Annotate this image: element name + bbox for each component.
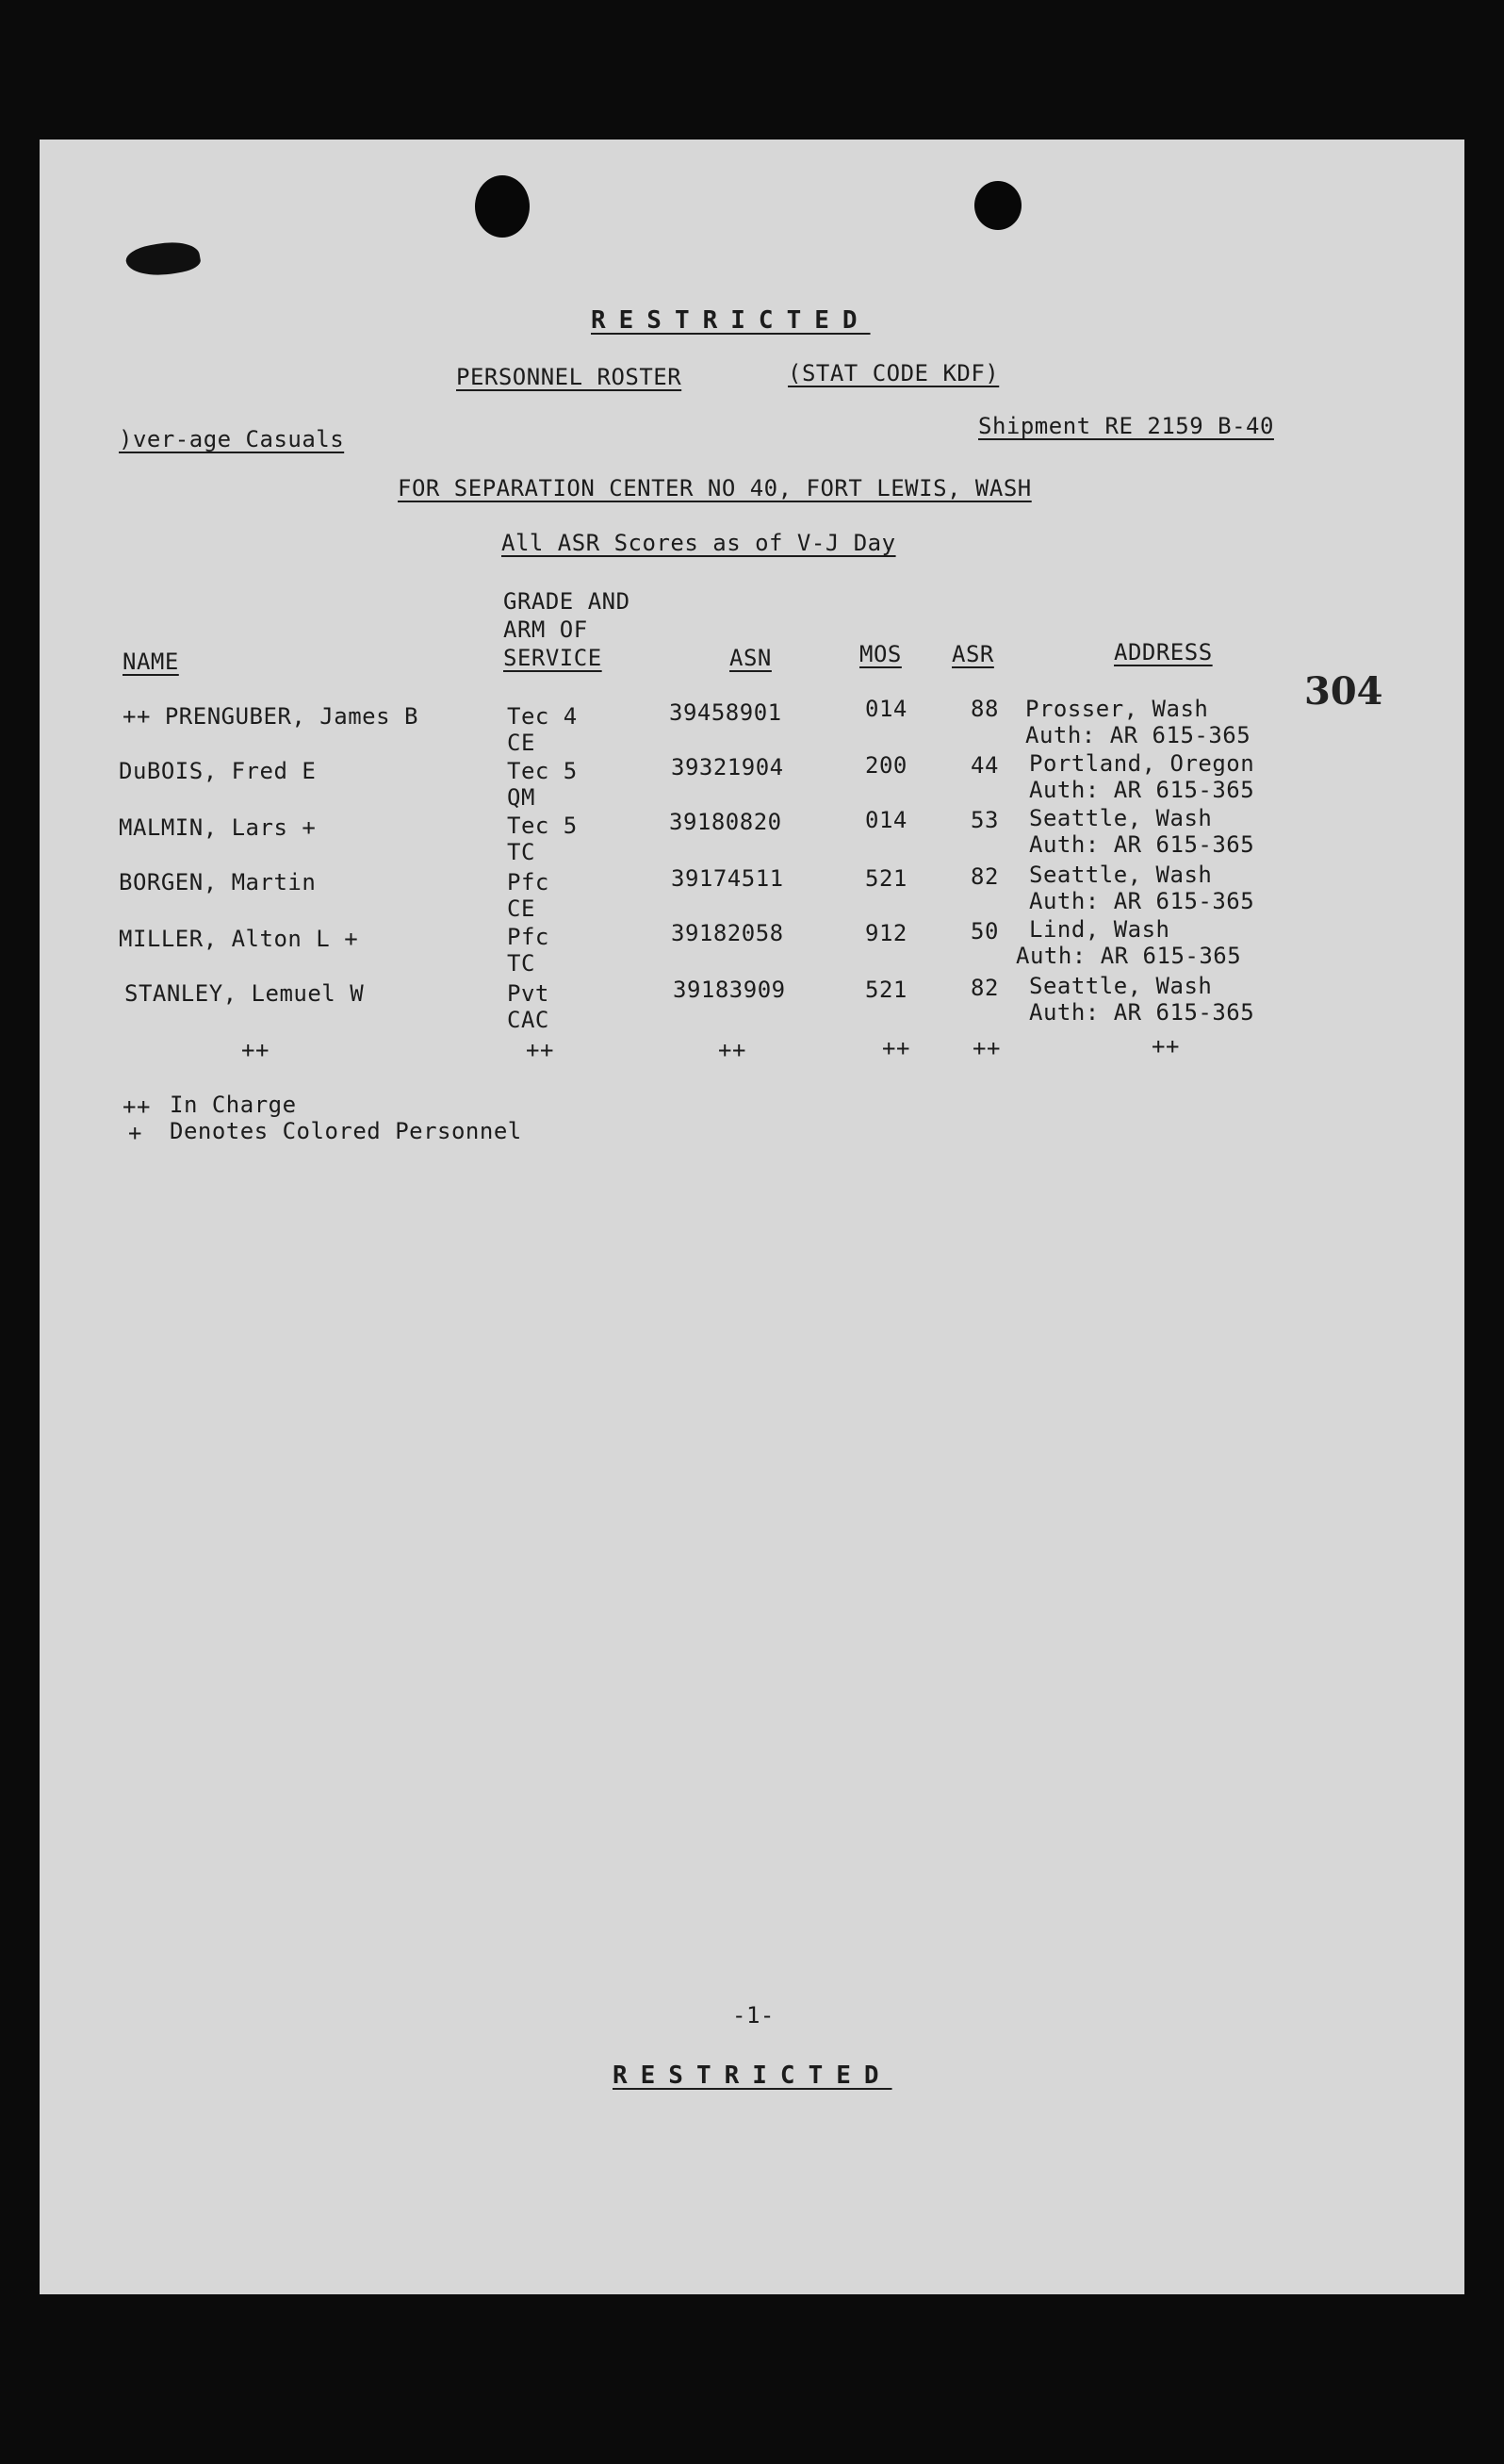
row-asr: 82: [971, 975, 999, 1001]
row-asr: 88: [971, 696, 999, 722]
punch-hole-left: [475, 175, 530, 238]
row-asn: 39182058: [671, 920, 784, 946]
row-arm: CAC: [507, 1007, 549, 1033]
row-asr: 44: [971, 752, 999, 779]
col-grade-1: GRADE AND: [503, 588, 630, 615]
row-mos: 521: [865, 865, 907, 892]
row-mos: 912: [865, 920, 907, 946]
row-name: MILLER, Alton L +: [119, 926, 359, 952]
document-page: [40, 140, 1464, 2294]
row-auth: Auth: AR 615-365: [1016, 943, 1242, 969]
legend-symbol: +: [128, 1120, 142, 1146]
row-address: Prosser, Wash: [1025, 696, 1209, 722]
end-mark: ++: [718, 1037, 746, 1063]
row-auth: Auth: AR 615-365: [1029, 777, 1255, 803]
col-address: ADDRESS: [1114, 639, 1213, 665]
end-mark: ++: [882, 1035, 910, 1061]
ink-blot: [124, 237, 203, 281]
legend-symbol: ++: [123, 1093, 151, 1120]
row-grade: Tec 5: [507, 813, 578, 839]
row-mos: 014: [865, 807, 907, 833]
end-mark: ++: [241, 1037, 270, 1063]
row-asr: 50: [971, 918, 999, 945]
page-stamp: 304: [1304, 669, 1383, 714]
end-mark: ++: [973, 1035, 1001, 1061]
col-mos: MOS: [859, 641, 902, 667]
row-address: Lind, Wash: [1029, 916, 1170, 943]
classification-top: RESTRICTED: [591, 306, 871, 335]
scores-note: All ASR Scores as of V-J Day: [501, 530, 896, 556]
row-address: Seattle, Wash: [1029, 862, 1213, 888]
legend-text: In Charge: [170, 1092, 297, 1118]
row-name: MALMIN, Lars +: [119, 814, 317, 841]
col-asr: ASR: [952, 641, 994, 667]
row-auth: Auth: AR 615-365: [1029, 831, 1255, 858]
end-mark: ++: [526, 1037, 554, 1063]
row-mos: 200: [865, 752, 907, 779]
row-asn: 39183909: [673, 977, 786, 1003]
row-grade: Tec 5: [507, 758, 578, 784]
col-name: NAME: [123, 649, 179, 675]
destination: FOR SEPARATION CENTER NO 40, FORT LEWIS, WASH: [398, 475, 1032, 501]
row-grade: Pfc: [507, 924, 549, 950]
row-name: DuBOIS, Fred E: [119, 758, 317, 784]
row-arm: TC: [507, 839, 535, 865]
row-mos: 014: [865, 696, 907, 722]
stat-code: (STAT CODE KDF): [788, 360, 1000, 386]
col-asn: ASN: [729, 645, 772, 671]
col-grade-3: SERVICE: [503, 645, 602, 671]
row-arm: QM: [507, 784, 535, 811]
roster-title: PERSONNEL ROSTER: [456, 364, 682, 390]
row-asr: 82: [971, 863, 999, 890]
col-grade-2: ARM OF: [503, 616, 588, 643]
page-number: -1-: [732, 2002, 775, 2029]
row-arm: TC: [507, 950, 535, 977]
row-name: ++ PRENGUBER, James B: [123, 703, 418, 730]
row-name: STANLEY, Lemuel W: [124, 980, 365, 1007]
row-asr: 53: [971, 807, 999, 833]
row-auth: Auth: AR 615-365: [1025, 722, 1251, 748]
row-asn: 39174511: [671, 865, 784, 892]
shipment-number: Shipment RE 2159 B-40: [978, 413, 1274, 439]
row-address: Seattle, Wash: [1029, 805, 1213, 831]
row-mos: 521: [865, 977, 907, 1003]
legend-text: Denotes Colored Personnel: [170, 1118, 522, 1144]
row-asn: 39321904: [671, 754, 784, 780]
row-name: BORGEN, Martin: [119, 869, 317, 895]
row-auth: Auth: AR 615-365: [1029, 999, 1255, 1026]
row-asn: 39458901: [669, 699, 782, 726]
classification-bottom: RESTRICTED: [613, 2062, 892, 2090]
end-mark: ++: [1152, 1033, 1180, 1060]
row-asn: 39180820: [669, 809, 782, 835]
row-grade: Pfc: [507, 869, 549, 895]
row-arm: CE: [507, 730, 535, 756]
row-arm: CE: [507, 895, 535, 922]
row-auth: Auth: AR 615-365: [1029, 888, 1255, 914]
group-label: )ver-age Casuals: [119, 426, 345, 452]
punch-hole-right: [974, 181, 1022, 230]
row-address: Seattle, Wash: [1029, 973, 1213, 999]
row-grade: Pvt: [507, 980, 549, 1007]
row-address: Portland, Oregon: [1029, 750, 1255, 777]
row-grade: Tec 4: [507, 703, 578, 730]
